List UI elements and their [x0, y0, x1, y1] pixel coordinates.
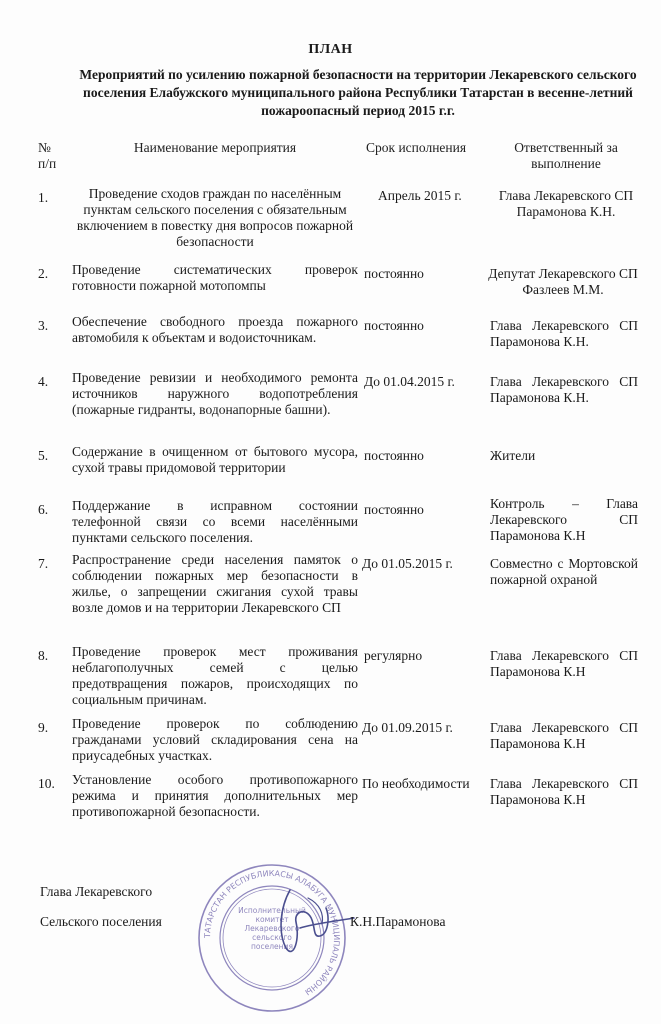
signature-title-line2: Сельского поселения [40, 914, 162, 929]
row-deadline: постоянно [364, 318, 424, 333]
signature-title-line1: Глава Лекаревского [40, 884, 153, 899]
row-name: Распространение среди населения памяток о соблюдении пожарных мер безопасности в жилье, о запрещении сжигания сухой травы возле домов и на территории Лекаревского СП [72, 552, 358, 615]
header-num: № п/п [38, 140, 57, 171]
row-deadline: постоянно [364, 448, 424, 463]
row-name: Проведение проверок по соблюдению гражданами условий складирования сена на приусадебных участках. [72, 716, 358, 763]
row-responsible: Глава Лекаревского СП Парамонова К.Н. [490, 374, 638, 405]
document-subtitle: Мероприятий по усилению пожарной безопасности на территории Лекаревского сельского поселения Елабужского муниципального района Республики Татарстан в весенне-летний пожароопасный период 2015 г.г. [79, 67, 637, 118]
row-responsible: Депутат Лекаревского СП Фазлеев М.М. [488, 266, 638, 297]
row-num: 5. [38, 448, 49, 463]
row-responsible: Глава Лекаревского СП Парамонова К.Н. [490, 318, 638, 349]
document-title: ПЛАН [308, 42, 353, 57]
official-stamp: ТАТАРСТАН РЕСПУБЛИКАСЫ АЛАБУГА МУНИЦИПАЛЬ РАЙОНЫ Исполнительный комитет Лекаревского сельского поселения [196, 862, 348, 1014]
row-num: 9. [38, 720, 49, 735]
row-num: 8. [38, 648, 49, 663]
row-deadline: По необходимости [362, 776, 470, 791]
header-deadline: Срок исполнения [366, 140, 467, 155]
row-num: 10. [38, 776, 55, 791]
row-num: 6. [38, 502, 49, 517]
row-responsible: Совместно с Мортовской пожарной охраной [490, 556, 638, 587]
row-num: 2. [38, 266, 49, 281]
header-name: Наименование мероприятия [133, 140, 297, 155]
handwritten-signature [250, 878, 360, 968]
row-name: Поддержание в исправном состоянии телефонной связи со всеми населёнными пунктами сельского поселения. [72, 498, 358, 545]
svg-text:ТАТАРСТАН РЕСПУБЛИКАСЫ АЛАБУГА: ТАТАРСТАН РЕСПУБЛИКАСЫ АЛАБУГА МУНИЦИПАЛЬ РАЙОНЫ [202, 868, 342, 997]
row-name: Обеспечение свободного проезда пожарного автомобиля к объектам и водоисточникам. [72, 314, 358, 345]
row-name: Проведение проверок мест проживания неблагополучных семей с целью предотвращения пожаров, происходящих по социальным причинам. [72, 644, 358, 707]
row-num: 1. [38, 190, 49, 205]
row-responsible: Глава Лекаревского СП Парамонова К.Н [490, 720, 638, 751]
row-name: Проведение ревизии и необходимого ремонта источников наружного водопотребления (пожарные гидранты, водонапорные башни). [72, 370, 358, 417]
row-deadline: До 01.09.2015 г. [362, 720, 453, 735]
row-name: Проведение систематических проверок готовности пожарной мотопомпы [72, 262, 358, 293]
row-name: Установление особого противопожарного режима и принятия дополнительных мер противопожарной безопасности. [72, 772, 358, 819]
row-responsible: Контроль – Глава Лекаревского СП Парамонова К.Н [490, 496, 638, 543]
row-responsible: Глава Лекаревского СП Парамонова К.Н [490, 776, 638, 807]
row-name: Содержание в очищенном от бытового мусора, сухой травы придомовой территории [72, 444, 358, 475]
signature-name: К.Н.Парамонова [350, 914, 446, 929]
row-deadline: Апрель 2015 г. [378, 188, 462, 203]
row-deadline: До 01.05.2015 г. [362, 556, 453, 571]
row-num: 4. [38, 374, 49, 389]
row-num: 7. [38, 556, 49, 571]
row-deadline: постоянно [364, 502, 424, 517]
row-responsible: Глава Лекаревского СП Парамонова К.Н. [498, 188, 634, 219]
row-deadline: постоянно [364, 266, 424, 281]
row-deadline: До 01.04.2015 г. [364, 374, 455, 389]
row-responsible: Жители [490, 448, 536, 463]
row-responsible: Глава Лекаревского СП Парамонова К.Н [490, 648, 638, 679]
header-responsible: Ответственный за выполнение [514, 140, 618, 171]
row-deadline: регулярно [364, 648, 423, 663]
row-num: 3. [38, 318, 49, 333]
row-name: Проведение сходов граждан по населённым пунктам сельского поселения с обязательным включением в повестку дня вопросов пожарной безопасности [76, 186, 354, 249]
